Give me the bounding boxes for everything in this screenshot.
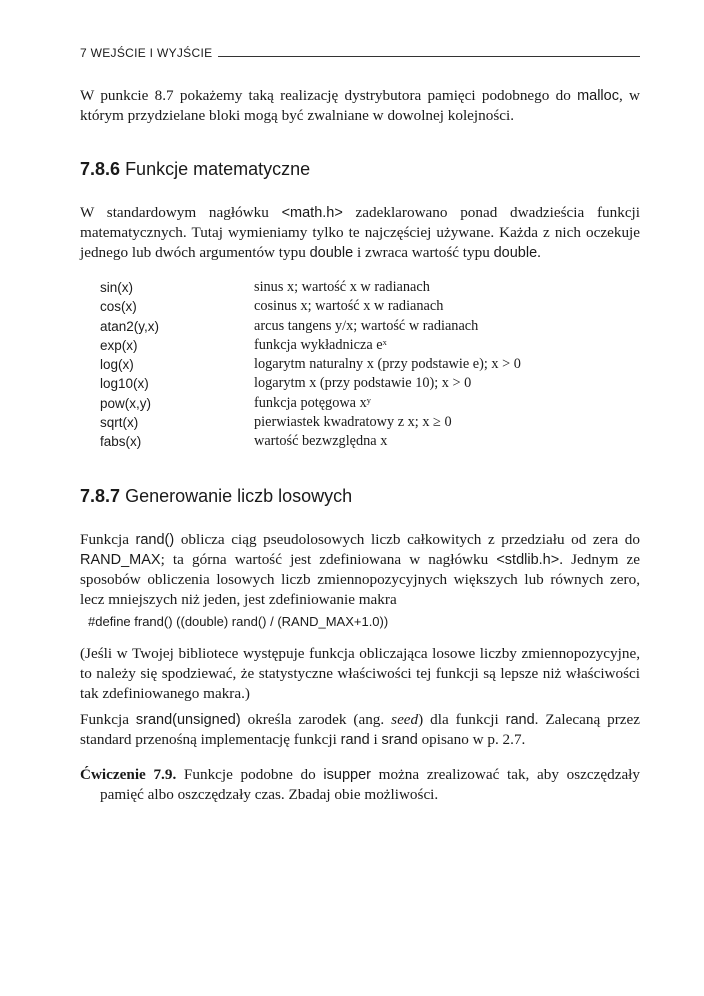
function-signature: pow(x,y) bbox=[100, 395, 152, 411]
section-number: 7.8.6 bbox=[80, 159, 121, 179]
function-signature: atan2(y,x) bbox=[100, 318, 160, 334]
section-number: 7.8.7 bbox=[80, 486, 121, 506]
function-signature: sqrt(x) bbox=[100, 415, 139, 431]
rand-paragraph: Funkcja rand() oblicza ciąg pseudolosowych liczb całkowitych z przedziału od zera do RAND_MAX; ta górna wartość jest zdefiniowana w nagłówku <stdlib.h>. Jednym ze sposobów obliczenia losowych liczb zmiennopozycyjnych większych lub równych zero, lecz mniejszych niż jeden, jest zdefiniowanie makra bbox=[80, 531, 640, 608]
function-description: pierwiastek kwadratowy z x; x ≥ 0 bbox=[254, 414, 452, 431]
math-function-list bbox=[100, 278, 620, 452]
function-signature: cos(x) bbox=[100, 299, 137, 315]
section-title: Funkcje matematyczne bbox=[125, 159, 311, 179]
exercise-label: Ćwiczenie 7.9. bbox=[80, 766, 177, 783]
section-heading-787 bbox=[80, 486, 640, 507]
function-signature: log10(x) bbox=[100, 376, 149, 392]
math-function-row bbox=[100, 278, 620, 297]
function-description: cosinus x; wartość x w radianach bbox=[254, 298, 444, 315]
exercise-7-9: Ćwiczenie 7.9. Funkcje podobne do isupper można zrealizować tak, aby oszczędzały pamięć albo oszczędzały czas. Zbadaj obie możliwości. bbox=[80, 766, 640, 803]
function-description: funkcja wykładnicza eˣ bbox=[254, 336, 387, 353]
frand-macro: #define frand() ((double) rand() / (RAND_MAX+1.0)) bbox=[88, 614, 389, 629]
math-function-row bbox=[100, 297, 620, 316]
math-function-row bbox=[100, 317, 620, 336]
math-function-row bbox=[100, 355, 620, 374]
section-heading-786 bbox=[80, 159, 640, 180]
math-function-row bbox=[100, 432, 620, 451]
function-description: funkcja potęgowa xʸ bbox=[254, 394, 371, 411]
section-title: Generowanie liczb losowych bbox=[125, 486, 353, 506]
math-function-row bbox=[100, 394, 620, 413]
code-malloc: malloc bbox=[577, 88, 619, 104]
math-paragraph: W standardowym nagłówku <math.h> zadeklarowano ponad dwadzieścia funkcji matematycznych. Tutaj wymieniamy tylko te najczęściej używane. Każda z nich oczekuje jednego lub dwóch argumentów typu double i zwraca wartość typu double. bbox=[80, 204, 640, 261]
function-signature: sin(x) bbox=[100, 280, 133, 295]
math-function-row bbox=[100, 413, 620, 432]
running-header bbox=[80, 46, 640, 60]
note-paragraph: (Jeśli w Twojej bibliotece występuje funkcja obliczająca losowe liczby zmiennopozycyjne, to należy się spodziewać, że statystyczne właściwości tej funkcji są lepsze niż właściwości tak zdefiniowanego makra.) bbox=[80, 645, 640, 702]
function-signature: exp(x) bbox=[100, 337, 138, 353]
running-title: 7 WEJŚCIE I WYJŚCIE bbox=[80, 46, 213, 60]
math-function-row bbox=[100, 336, 620, 355]
math-function-row bbox=[100, 374, 620, 393]
function-description: arcus tangens y/x; wartość w radianach bbox=[254, 317, 479, 334]
function-signature: fabs(x) bbox=[100, 434, 142, 450]
srand-paragraph: Funkcja srand(unsigned) określa zarodek (ang. seed) dla funkcji rand. Zalecaną przez standard przenośną implementację funkcji rand i srand opisano w p. 2.7. bbox=[80, 711, 641, 748]
function-description: wartość bezwzględna x bbox=[254, 433, 388, 450]
function-description: sinus x; wartość x w radianach bbox=[254, 279, 430, 295]
function-description: logarytm naturalny x (przy podstawie e); x > 0 bbox=[254, 356, 521, 373]
function-description: logarytm x (przy podstawie 10); x > 0 bbox=[254, 375, 472, 392]
intro-paragraph: W punkcie 8.7 pokażemy taką realizację dystrybutora pamięci podobnego do malloc, w którym przydzielane bloki mogą być zwalniane w dowolnej kolejności. bbox=[80, 87, 640, 124]
function-signature: log(x) bbox=[100, 357, 134, 373]
header-rule bbox=[218, 56, 640, 57]
